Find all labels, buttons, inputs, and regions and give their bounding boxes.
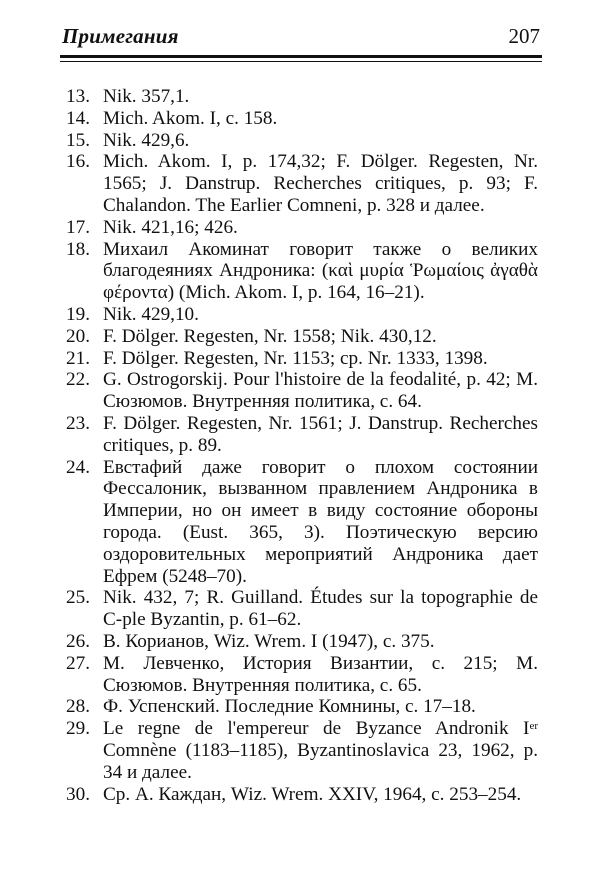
endnote-14: [66, 108, 538, 130]
header-rule-thin: [60, 61, 542, 62]
running-head: [62, 20, 542, 50]
endnote-19: [66, 304, 538, 326]
endnote-text: Mich. Akom. I, c. 158.: [103, 107, 278, 129]
page-number: 207: [508, 24, 540, 48]
endnote-number: 16.: [66, 151, 90, 173]
endnote-30: [66, 784, 538, 806]
endnote-28: [66, 696, 538, 718]
endnote-20: [66, 326, 538, 348]
endnote-text: В. Корианов, Wiz. Wrem. I (1947), с. 375.: [103, 630, 435, 652]
endnote-number: 21.: [66, 347, 90, 369]
endnote-number: 25.: [66, 587, 90, 609]
endnote-29: [66, 718, 538, 783]
header-rule-thick: [60, 55, 542, 58]
endnote-text: Nik. 429,6.: [103, 129, 190, 151]
endnote-26: [66, 631, 538, 653]
endnote-text: Mich. Akom. I, p. 174,32; F. Dölger. Regesten, Nr. 1565; J. Danstrup. Recherches critiques, p. 93; F. Chalandon. The Earlier Comneni, p. 328 и далее.: [103, 151, 538, 216]
endnote-text: Михаил Акоминат говорит также о великих благодеяниях Андроника: (καὶ μυρία Ῥωμαίοις ἀγαθὰ φέροντα) (Mich. Akom. I, p. 164, 16–21).: [103, 238, 538, 304]
endnote-text: Ср. А. Каждан, Wiz. Wrem. XXIV, 1964, c. 253–254.: [103, 783, 522, 805]
endnote-22: [66, 369, 538, 413]
endnote-text: F. Dölger. Regesten, Nr. 1153; cp. Nr. 1333, 1398.: [103, 347, 488, 369]
endnote-text: Евстафий даже говорит о плохом состоянии Фессалоник, вызванном правлением Андроника в Империи, но он имеет в виду состояние обороны города. (Eust. 365, 3). Поэтическую версию оздоровительных мероприятий Андроника дает Ефрем (5248–70).: [103, 456, 538, 587]
endnote-text: Ф. Успенский. Последние Комнины, с. 17–18.: [103, 696, 476, 718]
endnote-24: [66, 457, 538, 588]
endnote-text-part: Le regne de l'empereur de Byzance Andronik I: [103, 718, 530, 740]
endnote-number: 13.: [66, 86, 90, 107]
endnote-text: Nik. 432, 7; R. Guilland. Études sur la topographie de C-ple Byzantin, p. 61–62.: [103, 587, 538, 631]
endnote-15: [66, 130, 538, 152]
endnote-number: 22.: [66, 369, 90, 391]
endnote-text-part: Comnène (1183–1185), Byzantinoslavica 23, 1962, p. 34 и далее.: [103, 739, 538, 783]
endnote-17: [66, 217, 538, 239]
endnote-number: 24.: [66, 456, 90, 478]
running-title: Примегания: [62, 24, 179, 48]
endnotes-list: [66, 86, 538, 805]
endnote-number: 19.: [66, 303, 90, 325]
endnote-text: G. Ostrogorskij. Pour l'histoire de la feodalité, p. 42; М. Сюзюмов. Внутренняя политика, с. 64.: [103, 369, 538, 413]
endnote-number: 27.: [66, 652, 90, 674]
endnote-number: 20.: [66, 325, 90, 347]
endnote-23: [66, 413, 538, 457]
endnote-number: 18.: [66, 238, 90, 260]
endnote-18: [66, 239, 538, 304]
endnote-text: Nik. 357,1.: [103, 86, 190, 107]
endnote-25: [66, 587, 538, 631]
endnote-number: 14.: [66, 107, 90, 129]
endnote-number: 28.: [66, 696, 90, 718]
endnote-number: 26.: [66, 630, 90, 652]
endnote-text: F. Dölger. Regesten, Nr. 1561; J. Danstrup. Recherches critiques, p. 89.: [103, 412, 538, 456]
endnote-number: 30.: [66, 783, 90, 805]
endnote-number: 15.: [66, 129, 90, 151]
endnote-27: [66, 653, 538, 697]
endnote-text: М. Левченко, История Византии, с. 215; М. Сюзюмов. Внутренняя политика, с. 65.: [103, 652, 538, 696]
endnote-text: [103, 718, 538, 783]
endnote-16: [66, 151, 538, 216]
endnote-21: [66, 348, 538, 370]
superscript: er: [529, 720, 538, 733]
endnote-text: F. Dölger. Regesten, Nr. 1558; Nik. 430,12.: [103, 325, 437, 347]
endnote-text: Nik. 421,16; 426.: [103, 216, 238, 238]
endnote-number: 29.: [66, 718, 90, 740]
endnote-13: [66, 86, 538, 108]
endnote-text: Nik. 429,10.: [103, 303, 199, 325]
endnote-number: 17.: [66, 216, 90, 238]
endnote-number: 23.: [66, 412, 90, 434]
